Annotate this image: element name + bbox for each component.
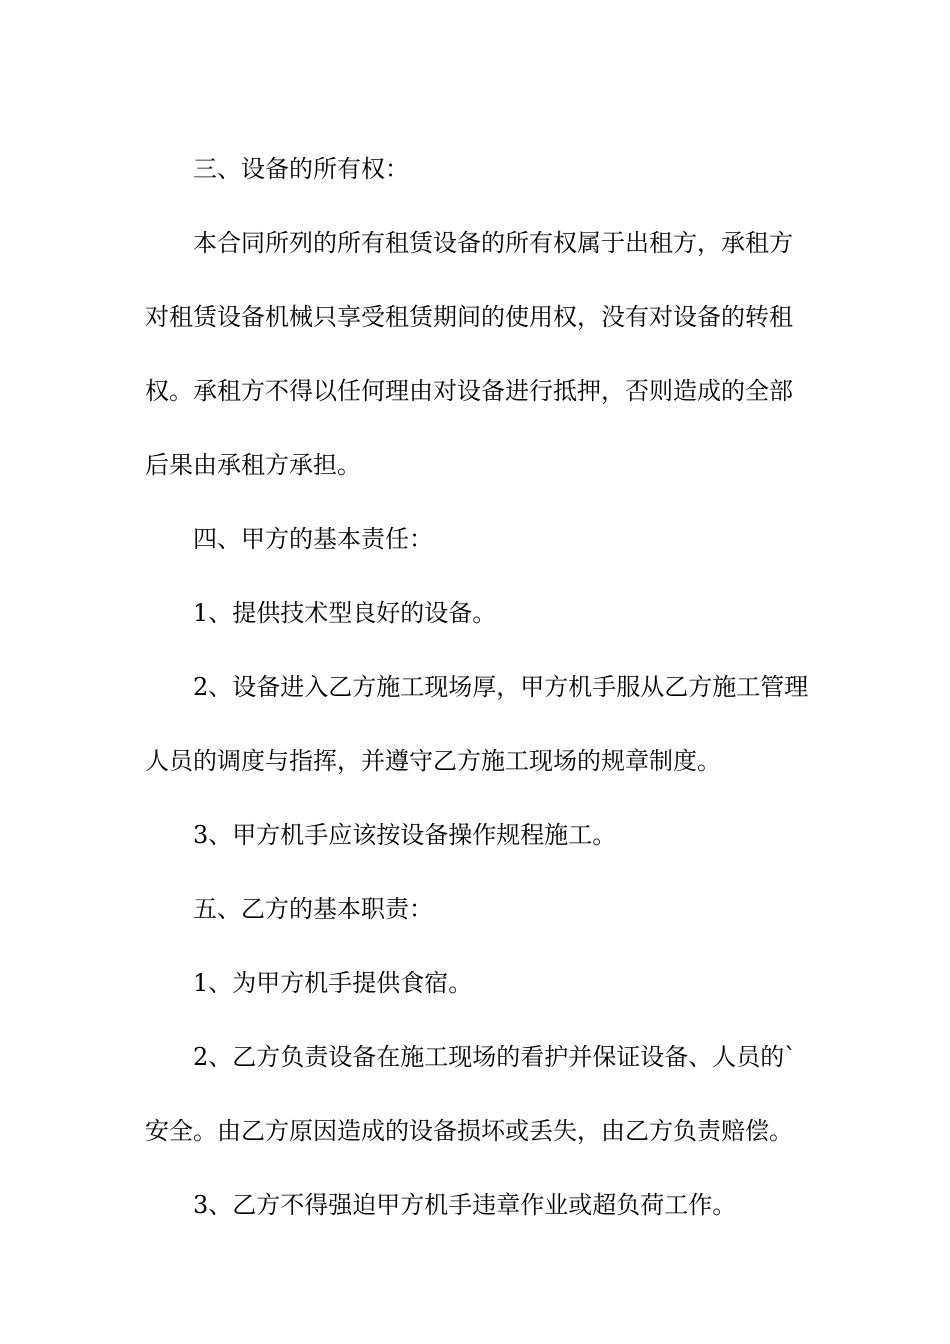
section-heading-party-b: 五、乙方的基本职责： [193,895,433,923]
paragraph-line: 人员的调度与指挥，并遵守乙方施工现场的规章制度。 [145,747,721,775]
list-item: 1、为甲方机手提供食宿。 [193,969,473,997]
list-item: 2、设备进入乙方施工现场厚，甲方机手服从乙方施工管理 [193,673,809,701]
paragraph-line: 安全。由乙方原因造成的设备损坏或丢失，由乙方负责赔偿。 [145,1117,793,1145]
list-item: 3、乙方不得强迫甲方机手违章作业或超负荷工作。 [193,1191,737,1219]
list-item: 1、提供技术型良好的设备。 [193,599,497,627]
paragraph-line: 后果由承租方承担。 [145,451,361,479]
list-item: 3、甲方机手应该按设备操作规程施工。 [193,821,617,849]
section-heading-party-a: 四、甲方的基本责任： [193,525,433,553]
list-item: 2、乙方负责设备在施工现场的看护并保证设备、人员的` [193,1043,797,1071]
paragraph-line: 本合同所列的所有租赁设备的所有权属于出租方，承租方 [193,229,793,257]
document-body [145,132,810,1242]
paragraph-line: 权。承租方不得以任何理由对设备进行抵押，否则造成的全部 [145,377,793,405]
section-heading-ownership: 三、设备的所有权： [193,155,409,183]
paragraph-line: 对租赁设备机械只享受租赁期间的使用权，没有对设备的转租 [145,303,793,331]
